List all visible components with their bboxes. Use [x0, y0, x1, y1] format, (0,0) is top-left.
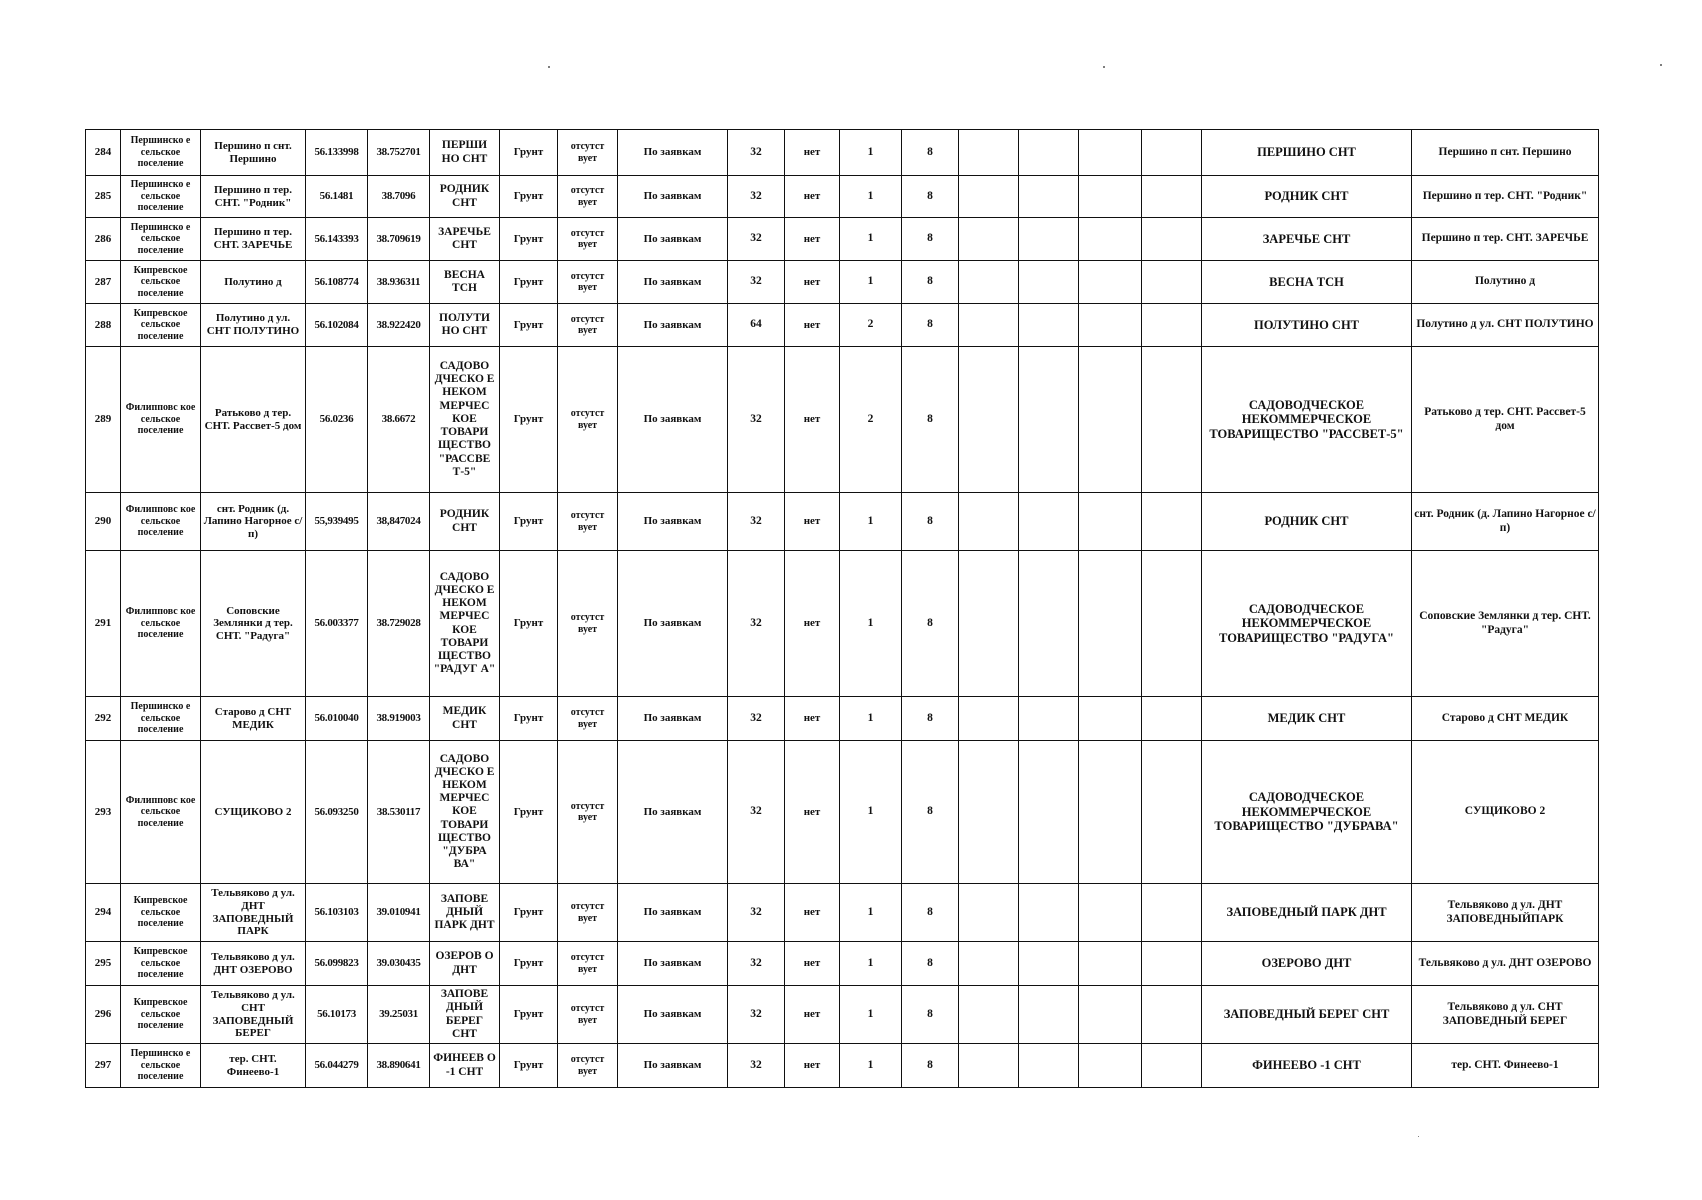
- site-name-cell: МЕДИК СНТ: [430, 697, 500, 741]
- fence-cell: нет: [785, 884, 840, 942]
- row-number: 285: [86, 176, 121, 218]
- table-row: [86, 1044, 1599, 1088]
- full-name-cell: САДОВОДЧЕСКОЕ НЕКОММЕРЧЕСКОЕ ТОВАРИЩЕСТВО "РАДУГА": [1202, 551, 1412, 697]
- covering-cell: отсутст вует: [558, 1044, 618, 1088]
- fence-cell: нет: [785, 741, 840, 884]
- container-size-cell: 8: [902, 741, 959, 884]
- container-size-cell: 8: [902, 130, 959, 176]
- covering-cell: отсутст вует: [558, 986, 618, 1044]
- settlement-cell: Кипревское сельское поселение: [121, 304, 201, 347]
- longitude-cell: 38.709619: [368, 218, 430, 261]
- settlement-cell: Филипповс кое сельское поселение: [121, 347, 201, 493]
- site-name-cell: ЗАРЕЧЬЕ СНТ: [430, 218, 500, 261]
- surface-type-cell: Грунт: [500, 551, 558, 697]
- table-row: [86, 986, 1599, 1044]
- empty-cell: [959, 176, 1019, 218]
- empty-cell: [1142, 261, 1202, 304]
- full-name-cell: ПОЛУТИНО СНТ: [1202, 304, 1412, 347]
- empty-cell: [1079, 986, 1142, 1044]
- empty-cell: [1019, 1044, 1079, 1088]
- settlement-cell: Першинско е сельское поселение: [121, 1044, 201, 1088]
- container-size-cell: 8: [902, 493, 959, 551]
- row-number: 295: [86, 942, 121, 986]
- fence-cell: нет: [785, 304, 840, 347]
- full-name-cell: ОЗЕРОВО ДНТ: [1202, 942, 1412, 986]
- row-number: 291: [86, 551, 121, 697]
- address-cell: Тельвяково д ул. СНТ ЗАПОВЕДНЫЙ БЕРЕГ: [201, 986, 306, 1044]
- container-count-cell: 1: [840, 884, 902, 942]
- surface-type-cell: Грунт: [500, 741, 558, 884]
- schedule-cell: По заявкам: [618, 261, 728, 304]
- table-row: [86, 130, 1599, 176]
- full-name-cell: САДОВОДЧЕСКОЕ НЕКОММЕРЧЕСКОЕ ТОВАРИЩЕСТВО "РАССВЕТ-5": [1202, 347, 1412, 493]
- full-name-cell: ЗАРЕЧЬЕ СНТ: [1202, 218, 1412, 261]
- empty-cell: [1142, 551, 1202, 697]
- empty-cell: [1079, 697, 1142, 741]
- location-cell: Соповские Землянки д тер. СНТ. "Радуга": [1412, 551, 1599, 697]
- empty-cell: [1142, 493, 1202, 551]
- empty-cell: [959, 1044, 1019, 1088]
- address-cell: Тельвяково д ул. ДНТ ОЗЕРОВО: [201, 942, 306, 986]
- empty-cell: [1142, 304, 1202, 347]
- fence-cell: нет: [785, 697, 840, 741]
- full-name-cell: ЗАПОВЕДНЫЙ БЕРЕГ СНТ: [1202, 986, 1412, 1044]
- table-row: [86, 697, 1599, 741]
- volume-cell: 32: [728, 1044, 785, 1088]
- empty-cell: [1019, 304, 1079, 347]
- table-row: [86, 741, 1599, 884]
- schedule-cell: По заявкам: [618, 347, 728, 493]
- empty-cell: [1019, 493, 1079, 551]
- surface-type-cell: Грунт: [500, 986, 558, 1044]
- empty-cell: [1142, 347, 1202, 493]
- volume-cell: 32: [728, 261, 785, 304]
- full-name-cell: РОДНИК СНТ: [1202, 493, 1412, 551]
- table-row: [86, 304, 1599, 347]
- volume-cell: 32: [728, 176, 785, 218]
- container-count-cell: 1: [840, 551, 902, 697]
- schedule-cell: По заявкам: [618, 697, 728, 741]
- longitude-cell: 38.729028: [368, 551, 430, 697]
- settlement-cell: Филипповс кое сельское поселение: [121, 493, 201, 551]
- location-cell: тер. СНТ. Финеево-1: [1412, 1044, 1599, 1088]
- container-count-cell: 1: [840, 176, 902, 218]
- empty-cell: [1019, 942, 1079, 986]
- empty-cell: [1019, 176, 1079, 218]
- empty-cell: [959, 347, 1019, 493]
- fence-cell: нет: [785, 942, 840, 986]
- latitude-cell: 56.102084: [306, 304, 368, 347]
- empty-cell: [959, 261, 1019, 304]
- empty-cell: [1079, 218, 1142, 261]
- location-cell: Першино п тер. СНТ. ЗАРЕЧЬЕ: [1412, 218, 1599, 261]
- empty-cell: [1079, 1044, 1142, 1088]
- empty-cell: [1142, 741, 1202, 884]
- empty-cell: [1079, 130, 1142, 176]
- latitude-cell: 56.10173: [306, 986, 368, 1044]
- fence-cell: нет: [785, 986, 840, 1044]
- empty-cell: [959, 304, 1019, 347]
- site-name-cell: САДОВО ДЧЕСКО Е НЕКОМ МЕРЧЕС КОЕ ТОВАРИ ЩЕСТВО "РАДУГ А": [430, 551, 500, 697]
- container-count-cell: 1: [840, 1044, 902, 1088]
- settlement-cell: Першинско е сельское поселение: [121, 176, 201, 218]
- scan-speck: [1103, 66, 1105, 68]
- latitude-cell: 55,939495: [306, 493, 368, 551]
- latitude-cell: 56.143393: [306, 218, 368, 261]
- settlement-cell: Кипревское сельское поселение: [121, 261, 201, 304]
- table-body: [86, 130, 1599, 1088]
- covering-cell: отсутст вует: [558, 347, 618, 493]
- empty-cell: [1079, 347, 1142, 493]
- empty-cell: [959, 551, 1019, 697]
- empty-cell: [959, 884, 1019, 942]
- surface-type-cell: Грунт: [500, 697, 558, 741]
- location-cell: СУЩИКОВО 2: [1412, 741, 1599, 884]
- empty-cell: [1142, 942, 1202, 986]
- fence-cell: нет: [785, 347, 840, 493]
- scan-speck: [548, 66, 550, 68]
- covering-cell: отсутст вует: [558, 304, 618, 347]
- schedule-cell: По заявкам: [618, 493, 728, 551]
- schedule-cell: По заявкам: [618, 176, 728, 218]
- row-number: 290: [86, 493, 121, 551]
- longitude-cell: 38.7096: [368, 176, 430, 218]
- settlement-cell: Филипповс кое сельское поселение: [121, 551, 201, 697]
- row-number: 287: [86, 261, 121, 304]
- longitude-cell: 38.530117: [368, 741, 430, 884]
- volume-cell: 32: [728, 986, 785, 1044]
- covering-cell: отсутст вует: [558, 551, 618, 697]
- longitude-cell: 38.922420: [368, 304, 430, 347]
- volume-cell: 32: [728, 218, 785, 261]
- longitude-cell: 38.752701: [368, 130, 430, 176]
- covering-cell: отсутст вует: [558, 942, 618, 986]
- empty-cell: [1019, 741, 1079, 884]
- empty-cell: [1019, 261, 1079, 304]
- row-number: 284: [86, 130, 121, 176]
- schedule-cell: По заявкам: [618, 304, 728, 347]
- empty-cell: [1079, 176, 1142, 218]
- empty-cell: [1079, 493, 1142, 551]
- settlement-cell: Кипревское сельское поселение: [121, 986, 201, 1044]
- surface-type-cell: Грунт: [500, 218, 558, 261]
- empty-cell: [959, 493, 1019, 551]
- surface-type-cell: Грунт: [500, 176, 558, 218]
- address-cell: Ратьково д тер. СНТ. Рассвет-5 дом: [201, 347, 306, 493]
- longitude-cell: 39.25031: [368, 986, 430, 1044]
- empty-cell: [1142, 986, 1202, 1044]
- container-count-cell: 1: [840, 130, 902, 176]
- latitude-cell: 56.103103: [306, 884, 368, 942]
- empty-cell: [959, 741, 1019, 884]
- location-cell: Тельвяково д ул. СНТ ЗАПОВЕДНЫЙ БЕРЕГ: [1412, 986, 1599, 1044]
- surface-type-cell: Грунт: [500, 942, 558, 986]
- surface-type-cell: Грунт: [500, 884, 558, 942]
- covering-cell: отсутст вует: [558, 741, 618, 884]
- location-cell: Першино п тер. СНТ. "Родник": [1412, 176, 1599, 218]
- covering-cell: отсутст вует: [558, 261, 618, 304]
- schedule-cell: По заявкам: [618, 551, 728, 697]
- empty-cell: [1019, 986, 1079, 1044]
- full-name-cell: ФИНЕЕВО -1 СНТ: [1202, 1044, 1412, 1088]
- longitude-cell: 39.030435: [368, 942, 430, 986]
- address-cell: Тельвяково д ул. ДНТ ЗАПОВЕДНЫЙ ПАРК: [201, 884, 306, 942]
- container-count-cell: 2: [840, 347, 902, 493]
- container-count-cell: 2: [840, 304, 902, 347]
- schedule-cell: По заявкам: [618, 741, 728, 884]
- location-cell: Тельвяково д ул. ДНТ ЗАПОВЕДНЫЙПАРК: [1412, 884, 1599, 942]
- container-size-cell: 8: [902, 942, 959, 986]
- surface-type-cell: Грунт: [500, 1044, 558, 1088]
- location-cell: Полутино д ул. СНТ ПОЛУТИНО: [1412, 304, 1599, 347]
- site-name-cell: САДОВО ДЧЕСКО Е НЕКОМ МЕРЧЕС КОЕ ТОВАРИ ЩЕСТВО "ДУБРА ВА": [430, 741, 500, 884]
- empty-cell: [1019, 551, 1079, 697]
- settlement-cell: Першинско е сельское поселение: [121, 130, 201, 176]
- full-name-cell: ВЕСНА ТСН: [1202, 261, 1412, 304]
- container-size-cell: 8: [902, 218, 959, 261]
- site-name-cell: РОДНИК СНТ: [430, 176, 500, 218]
- table-row: [86, 218, 1599, 261]
- container-count-cell: 1: [840, 741, 902, 884]
- row-number: 289: [86, 347, 121, 493]
- scan-speck: [1418, 1136, 1419, 1137]
- settlement-cell: Кипревское сельское поселение: [121, 884, 201, 942]
- empty-cell: [1019, 218, 1079, 261]
- register-table: [85, 129, 1599, 1088]
- empty-cell: [1019, 347, 1079, 493]
- longitude-cell: 39.010941: [368, 884, 430, 942]
- container-count-cell: 1: [840, 942, 902, 986]
- longitude-cell: 38,847024: [368, 493, 430, 551]
- schedule-cell: По заявкам: [618, 130, 728, 176]
- site-name-cell: ПЕРШИ НО СНТ: [430, 130, 500, 176]
- empty-cell: [959, 986, 1019, 1044]
- latitude-cell: 56.010040: [306, 697, 368, 741]
- container-size-cell: 8: [902, 884, 959, 942]
- fence-cell: нет: [785, 493, 840, 551]
- covering-cell: отсутст вует: [558, 884, 618, 942]
- address-cell: Старово д СНТ МЕДИК: [201, 697, 306, 741]
- table-row: [86, 942, 1599, 986]
- location-cell: Ратьково д тер. СНТ. Рассвет-5 дом: [1412, 347, 1599, 493]
- surface-type-cell: Грунт: [500, 130, 558, 176]
- site-name-cell: ФИНЕЕВ О -1 СНТ: [430, 1044, 500, 1088]
- surface-type-cell: Грунт: [500, 261, 558, 304]
- longitude-cell: 38.6672: [368, 347, 430, 493]
- table-row: [86, 493, 1599, 551]
- container-size-cell: 8: [902, 986, 959, 1044]
- address-cell: Соповские Землянки д тер. СНТ. "Радуга": [201, 551, 306, 697]
- full-name-cell: САДОВОДЧЕСКОЕ НЕКОММЕРЧЕСКОЕ ТОВАРИЩЕСТВО "ДУБРАВА": [1202, 741, 1412, 884]
- schedule-cell: По заявкам: [618, 1044, 728, 1088]
- container-size-cell: 8: [902, 697, 959, 741]
- volume-cell: 32: [728, 493, 785, 551]
- fence-cell: нет: [785, 261, 840, 304]
- schedule-cell: По заявкам: [618, 942, 728, 986]
- fence-cell: нет: [785, 551, 840, 697]
- empty-cell: [1079, 942, 1142, 986]
- empty-cell: [1079, 741, 1142, 884]
- address-cell: тер. СНТ. Финеево-1: [201, 1044, 306, 1088]
- row-number: 292: [86, 697, 121, 741]
- longitude-cell: 38.936311: [368, 261, 430, 304]
- covering-cell: отсутст вует: [558, 697, 618, 741]
- site-name-cell: ВЕСНА ТСН: [430, 261, 500, 304]
- container-size-cell: 8: [902, 1044, 959, 1088]
- latitude-cell: 56.099823: [306, 942, 368, 986]
- container-count-cell: 1: [840, 493, 902, 551]
- volume-cell: 32: [728, 741, 785, 884]
- empty-cell: [1079, 304, 1142, 347]
- latitude-cell: 56.044279: [306, 1044, 368, 1088]
- full-name-cell: ПЕРШИНО СНТ: [1202, 130, 1412, 176]
- fence-cell: нет: [785, 218, 840, 261]
- volume-cell: 32: [728, 130, 785, 176]
- address-cell: Полутино д ул. СНТ ПОЛУТИНО: [201, 304, 306, 347]
- settlement-cell: Кипревское сельское поселение: [121, 942, 201, 986]
- empty-cell: [959, 218, 1019, 261]
- table-row: [86, 551, 1599, 697]
- location-cell: Першино п снт. Першино: [1412, 130, 1599, 176]
- volume-cell: 32: [728, 942, 785, 986]
- address-cell: Першино п тер. СНТ. "Родник": [201, 176, 306, 218]
- covering-cell: отсутст вует: [558, 176, 618, 218]
- row-number: 286: [86, 218, 121, 261]
- address-cell: Полутино д: [201, 261, 306, 304]
- empty-cell: [1079, 261, 1142, 304]
- schedule-cell: По заявкам: [618, 986, 728, 1044]
- container-size-cell: 8: [902, 261, 959, 304]
- settlement-cell: Филипповс кое сельское поселение: [121, 741, 201, 884]
- row-number: 293: [86, 741, 121, 884]
- latitude-cell: 56.0236: [306, 347, 368, 493]
- longitude-cell: 38.890641: [368, 1044, 430, 1088]
- table-row: [86, 884, 1599, 942]
- volume-cell: 32: [728, 347, 785, 493]
- empty-cell: [959, 130, 1019, 176]
- covering-cell: отсутст вует: [558, 218, 618, 261]
- volume-cell: 32: [728, 697, 785, 741]
- address-cell: Першино п снт. Першино: [201, 130, 306, 176]
- empty-cell: [1079, 884, 1142, 942]
- site-name-cell: ПОЛУТИ НО СНТ: [430, 304, 500, 347]
- site-name-cell: ЗАПОВЕ ДНЫЙ ПАРК ДНТ: [430, 884, 500, 942]
- container-size-cell: 8: [902, 551, 959, 697]
- surface-type-cell: Грунт: [500, 493, 558, 551]
- full-name-cell: РОДНИК СНТ: [1202, 176, 1412, 218]
- row-number: 294: [86, 884, 121, 942]
- empty-cell: [1142, 130, 1202, 176]
- location-cell: Старово д СНТ МЕДИК: [1412, 697, 1599, 741]
- empty-cell: [1142, 218, 1202, 261]
- fence-cell: нет: [785, 130, 840, 176]
- site-name-cell: РОДНИК СНТ: [430, 493, 500, 551]
- schedule-cell: По заявкам: [618, 884, 728, 942]
- table-row: [86, 176, 1599, 218]
- row-number: 296: [86, 986, 121, 1044]
- container-size-cell: 8: [902, 347, 959, 493]
- address-cell: СУЩИКОВО 2: [201, 741, 306, 884]
- longitude-cell: 38.919003: [368, 697, 430, 741]
- site-name-cell: ОЗЕРОВ О ДНТ: [430, 942, 500, 986]
- latitude-cell: 56.093250: [306, 741, 368, 884]
- empty-cell: [1142, 176, 1202, 218]
- settlement-cell: Першинско е сельское поселение: [121, 697, 201, 741]
- empty-cell: [1019, 884, 1079, 942]
- site-name-cell: САДОВО ДЧЕСКО Е НЕКОМ МЕРЧЕС КОЕ ТОВАРИ ЩЕСТВО "РАССВЕ Т-5": [430, 347, 500, 493]
- fence-cell: нет: [785, 176, 840, 218]
- schedule-cell: По заявкам: [618, 218, 728, 261]
- container-count-cell: 1: [840, 986, 902, 1044]
- container-count-cell: 1: [840, 697, 902, 741]
- empty-cell: [1142, 884, 1202, 942]
- address-cell: снт. Родник (д. Лапино Нагорное с/п): [201, 493, 306, 551]
- empty-cell: [1019, 697, 1079, 741]
- container-size-cell: 8: [902, 176, 959, 218]
- container-size-cell: 8: [902, 304, 959, 347]
- latitude-cell: 56.133998: [306, 130, 368, 176]
- empty-cell: [959, 942, 1019, 986]
- settlement-cell: Першинско е сельское поселение: [121, 218, 201, 261]
- location-cell: Полутино д: [1412, 261, 1599, 304]
- empty-cell: [1142, 1044, 1202, 1088]
- address-cell: Першино п тер. СНТ. ЗАРЕЧЬЕ: [201, 218, 306, 261]
- volume-cell: 32: [728, 551, 785, 697]
- empty-cell: [1079, 551, 1142, 697]
- full-name-cell: ЗАПОВЕДНЫЙ ПАРК ДНТ: [1202, 884, 1412, 942]
- location-cell: Тельвяково д ул. ДНТ ОЗЕРОВО: [1412, 942, 1599, 986]
- empty-cell: [1019, 130, 1079, 176]
- empty-cell: [1142, 697, 1202, 741]
- empty-cell: [959, 697, 1019, 741]
- surface-type-cell: Грунт: [500, 304, 558, 347]
- site-name-cell: ЗАПОВЕ ДНЫЙ БЕРЕГ СНТ: [430, 986, 500, 1044]
- covering-cell: отсутст вует: [558, 130, 618, 176]
- latitude-cell: 56.003377: [306, 551, 368, 697]
- covering-cell: отсутст вует: [558, 493, 618, 551]
- row-number: 288: [86, 304, 121, 347]
- surface-type-cell: Грунт: [500, 347, 558, 493]
- volume-cell: 64: [728, 304, 785, 347]
- location-cell: снт. Родник (д. Лапино Нагорное с/п): [1412, 493, 1599, 551]
- container-count-cell: 1: [840, 218, 902, 261]
- volume-cell: 32: [728, 884, 785, 942]
- container-count-cell: 1: [840, 261, 902, 304]
- table-row: [86, 261, 1599, 304]
- latitude-cell: 56.108774: [306, 261, 368, 304]
- full-name-cell: МЕДИК СНТ: [1202, 697, 1412, 741]
- latitude-cell: 56.1481: [306, 176, 368, 218]
- row-number: 297: [86, 1044, 121, 1088]
- table-row: [86, 347, 1599, 493]
- fence-cell: нет: [785, 1044, 840, 1088]
- scan-speck: [1660, 64, 1662, 66]
